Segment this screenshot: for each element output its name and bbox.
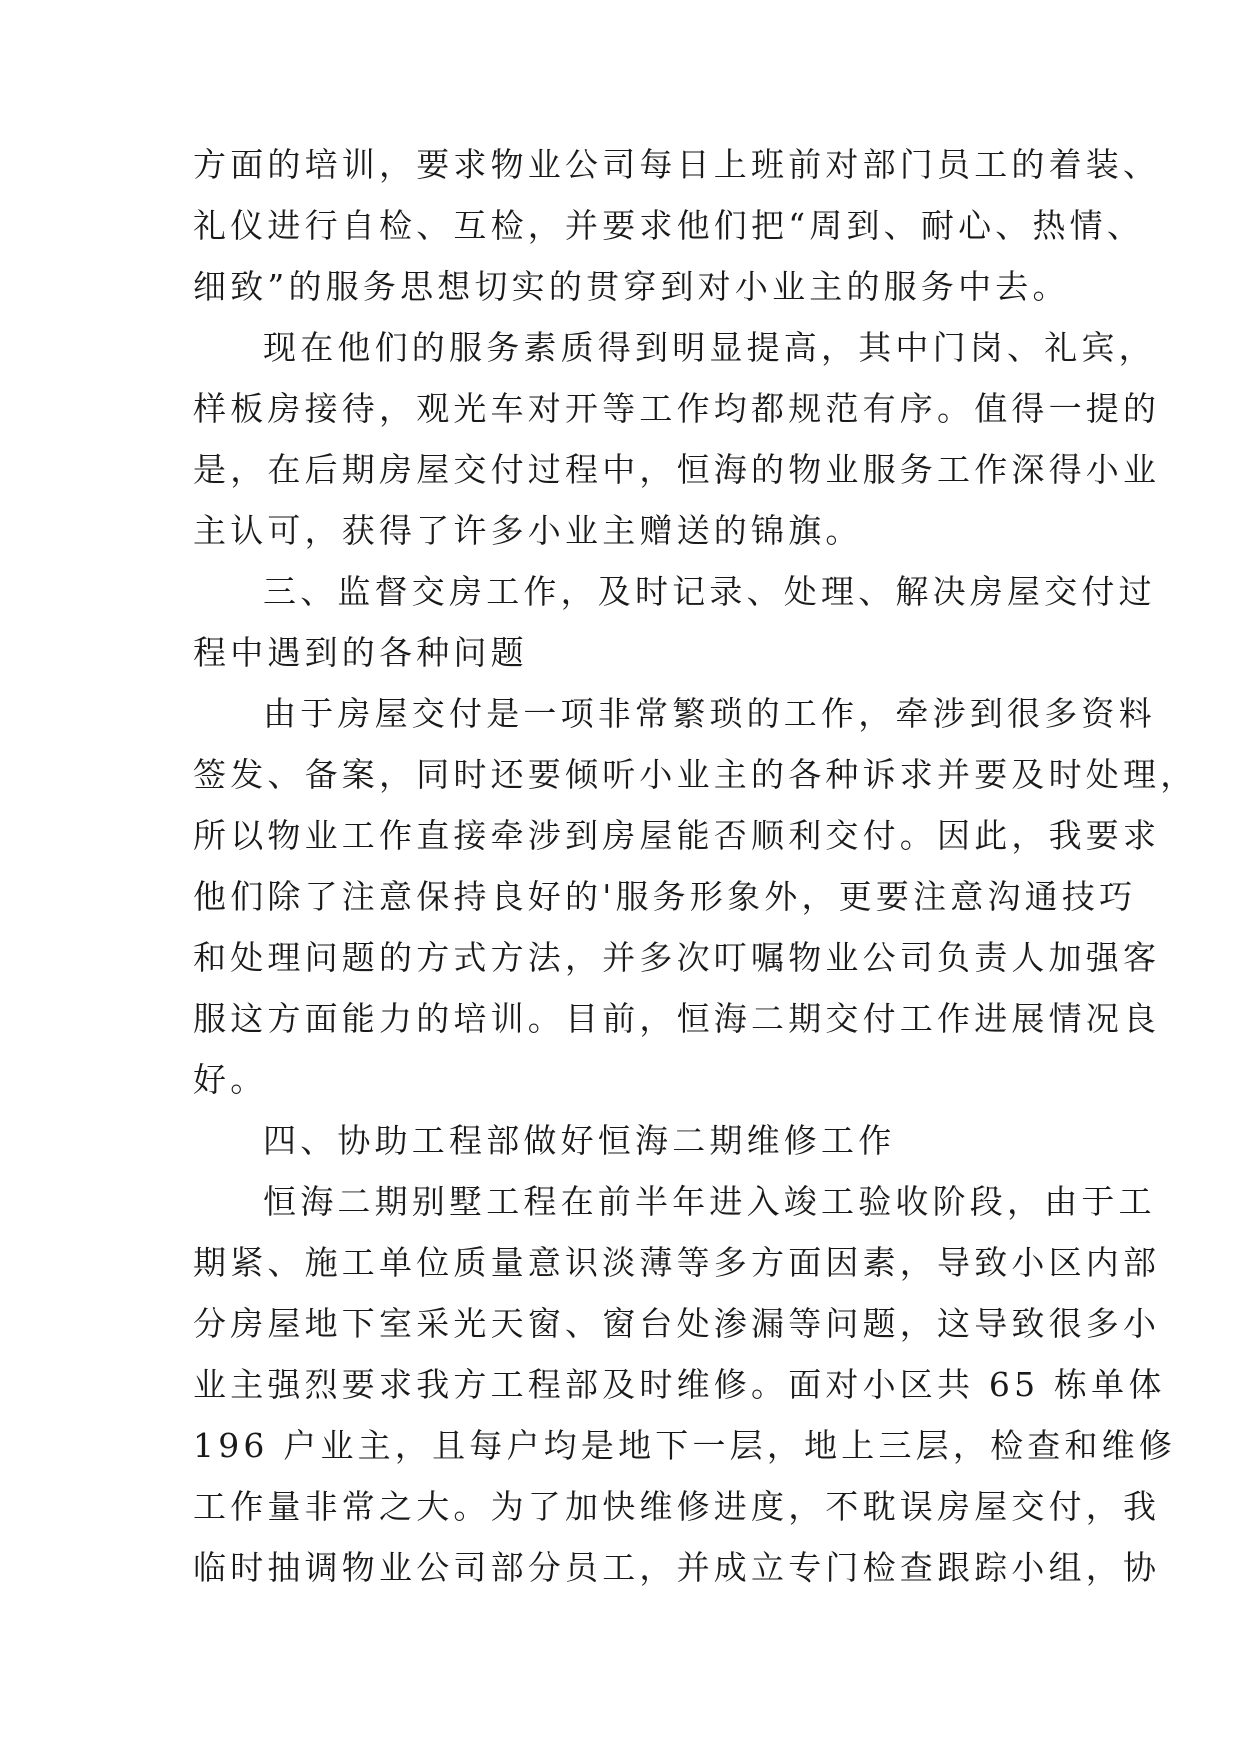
text-line: 好。 xyxy=(193,1060,268,1099)
paragraph-start-line: 由于房屋交付是一项非常繁琐的工作，牵涉到很多资料 xyxy=(263,694,1156,733)
text-line: 主认可，获得了许多小业主赠送的锦旗。 xyxy=(193,511,863,550)
text-line: 业主强烈要求我方工程部及时维修。面对小区共 65 栋单体 xyxy=(193,1365,1166,1404)
text-line: 工作量非常之大。为了加快维修进度，不耽误房屋交付，我 xyxy=(193,1487,1161,1526)
text-line: 细致”的服务思想切实的贯穿到对小业主的服务中去。 xyxy=(193,267,1070,306)
text-line: 礼仪进行自检、互检，并要求他们把“周到、耐心、热情、 xyxy=(193,206,1145,245)
text-line: 临时抽调物业公司部分员工，并成立专门检查跟踪小组，协 xyxy=(193,1548,1161,1587)
text-line: 所以物业工作直接牵涉到房屋能否顺利交付。因此，我要求 xyxy=(193,816,1161,855)
section-heading-line: 程中遇到的各种问题 xyxy=(193,633,528,672)
text-line: 方面的培训，要求物业公司每日上班前对部门员工的着装、 xyxy=(193,145,1161,184)
paragraph-start-line: 现在他们的服务素质得到明显提高，其中门岗、礼宾， xyxy=(263,328,1156,367)
section-heading-line: 四、协助工程部做好恒海二期维修工作 xyxy=(263,1121,896,1160)
text-line: 服这方面能力的培训。目前，恒海二期交付工作进展情况良 xyxy=(193,999,1161,1038)
text-line: 196 户业主，且每户均是地下一层，地上三层，检查和维修 xyxy=(193,1426,1177,1465)
text-line: 样板房接待，观光车对开等工作均都规范有序。值得一提的 xyxy=(193,389,1161,428)
text-line: 是，在后期房屋交付过程中，恒海的物业服务工作深得小业 xyxy=(193,450,1161,489)
body-text xyxy=(193,134,1198,1598)
text-line: 他们除了注意保持良好的'服务形象外，更要注意沟通技巧 xyxy=(193,877,1137,916)
paragraph-start-line: 恒海二期别墅工程在前半年进入竣工验收阶段，由于工 xyxy=(263,1182,1156,1221)
text-line: 签发、备案，同时还要倾听小业主的各种诉求并要及时处理， xyxy=(193,755,1198,794)
text-line: 和处理问题的方式方法，并多次叮嘱物业公司负责人加强客 xyxy=(193,938,1161,977)
text-line: 期紧、施工单位质量意识淡薄等多方面因素，导致小区内部 xyxy=(193,1243,1161,1282)
section-heading-line: 三、监督交房工作，及时记录、处理、解决房屋交付过 xyxy=(263,572,1156,611)
text-line: 分房屋地下室采光天窗、窗台处渗漏等问题，这导致很多小 xyxy=(193,1304,1161,1343)
